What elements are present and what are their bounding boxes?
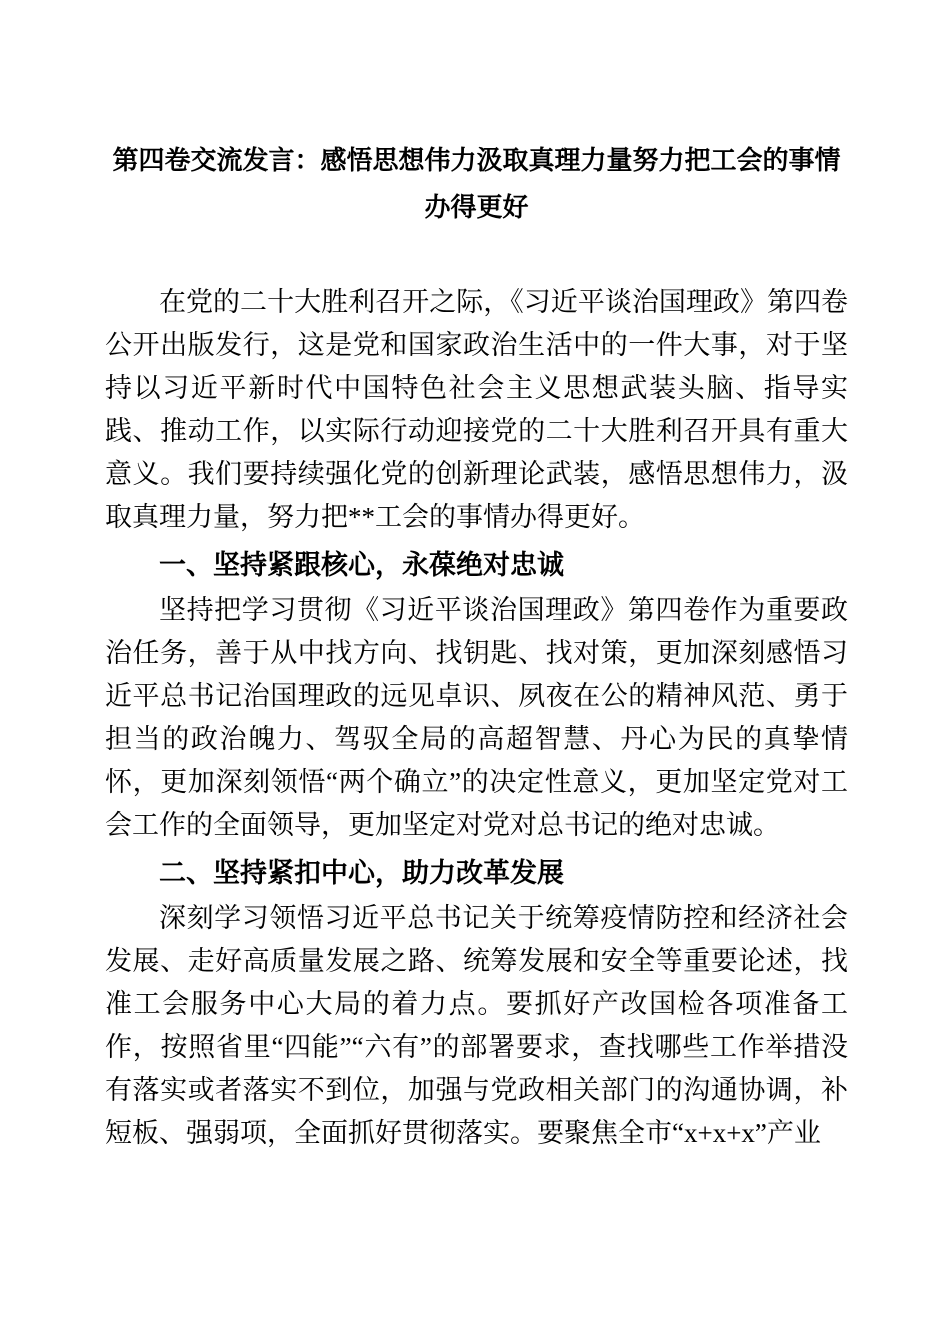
section-heading: 一、坚持紧跟核心，永葆绝对忠诚 xyxy=(159,550,564,580)
body-paragraph: 深刻学习领悟习近平总书记关于统筹疫情防控和经济社会发展、走好高质量发展之路、统筹发展和安全等重要论述，找准工会服务中心大局的着力点。要抓好产改国检各项准备工作，按照省里“四能”“六有”的部署要求，查找哪些工作举措没有落实或者落实不到位，加强与党政相关部门的沟通协调，补短板、强弱项，全面抓好贯彻落实。要聚焦全市“x+x+x”产业 xyxy=(105,903,848,1148)
body-paragraph: 在党的二十大胜利召开之际，《习近平谈治国理政》第四卷公开出版发行，这是党和国家政治生活中的一件大事，对于坚持以习近平新时代中国特色社会主义思想武装头脑、指导实践、推动工作，以实际行动迎接党的二十大胜利召开具有重大意义。我们要持续强化党的创新理论武装，感悟思想伟力，汲取真理力量，努力把**工会的事情办得更好。 xyxy=(105,287,848,532)
body-paragraph: 坚持把学习贯彻《习近平谈治国理政》第四卷作为重要政治任务，善于从中找方向、找钥匙、找对策，更加深刻感悟习近平总书记治国理政的远见卓识、夙夜在公的精神风范、勇于担当的政治魄力、驾驭全局的高超智慧、丹心为民的真挚情怀，更加深刻领悟“两个确立”的决定性意义，更加坚定党对工会工作的全面领导，更加坚定对党对总书记的绝对忠诚。 xyxy=(105,595,848,840)
section-heading: 二、坚持紧扣中心，助力改革发展 xyxy=(159,858,564,888)
document-body xyxy=(105,281,848,1155)
document-title: 第四卷交流发言：感悟思想伟力汲取真理力量努力把工会的事情办得更好 xyxy=(112,146,841,222)
